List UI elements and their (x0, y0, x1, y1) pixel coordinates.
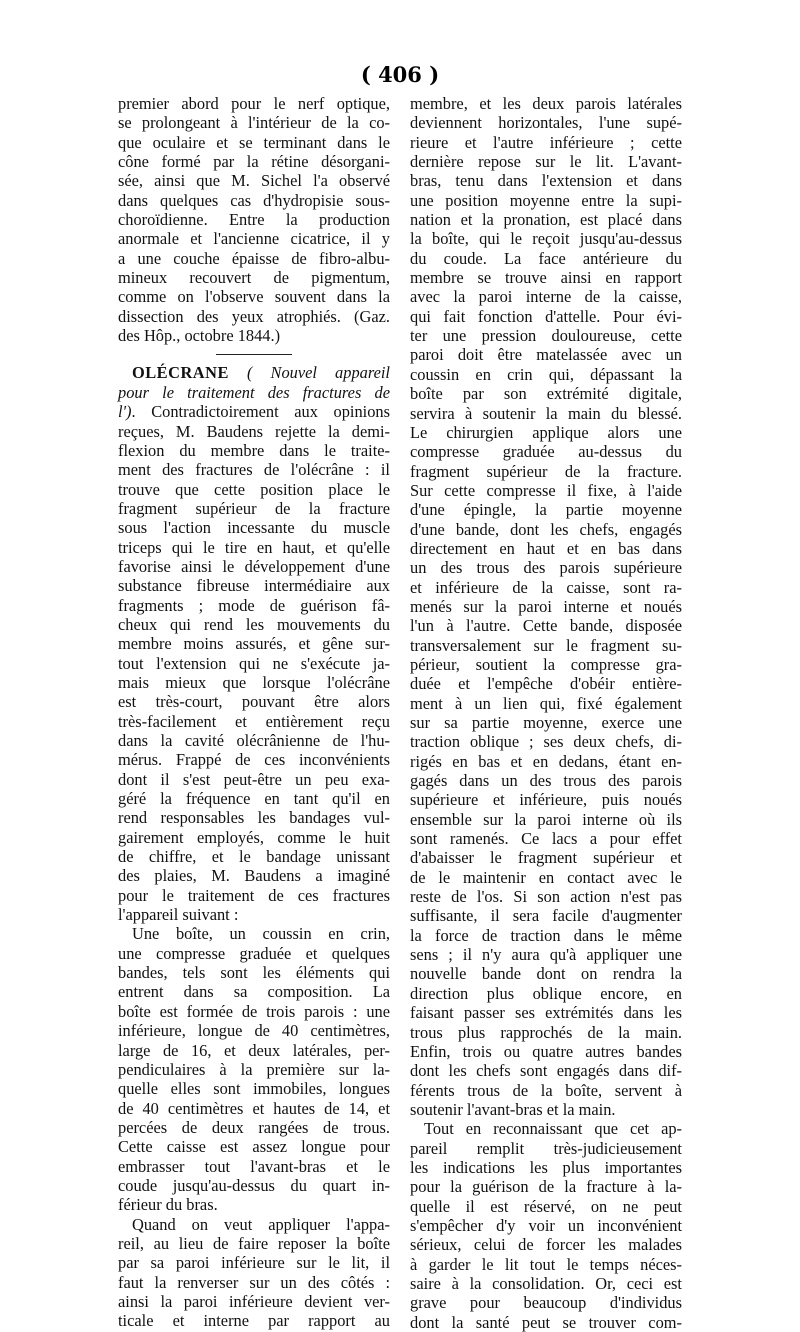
text-line: servira à soutenir la main du blessé. (410, 403, 682, 423)
text-line: sont ramenés. Ce lacs a pour effet (410, 829, 682, 849)
section-subtitle-line (118, 383, 390, 402)
text-line: ment des fractures de l'olécrâne : il (118, 460, 390, 480)
text-line: pour le traitement de ces fractures (118, 885, 390, 905)
text-line: se prolongeant à l'intérieur de la co- (118, 113, 390, 133)
text-line: premier abord pour le nerf optique, (118, 94, 390, 113)
text-line: comme on l'observe souvent dans la (118, 287, 390, 307)
text-line: s'empêcher d'y voir un inconvénient (410, 1215, 682, 1235)
text-line: dont il s'est peut-être un peu exa- (118, 769, 390, 789)
text-line: traction oblique ; ses deux chefs, di- (410, 732, 682, 752)
page-number: ( 406 ) (360, 62, 440, 87)
text-line: de chiffre, et le bandage unissant (118, 847, 390, 867)
text-line: coussin en crin qui, dépassant la (410, 364, 682, 384)
text-line: flexion du membre dans le traite- (118, 440, 390, 460)
text-line: menés sur la paroi interne et noués (410, 596, 682, 616)
text-line: Sur cette compresse il fixe, à l'aide (410, 480, 682, 500)
text-line: rigés en bas et en dedans, étant en- (410, 751, 682, 771)
text-line: des plaies, M. Baudens a imaginé (118, 866, 390, 886)
section-subtitle-cont: pour le traitement des fractures de (118, 382, 390, 402)
text-line: d'une bande, dont les chefs, engagés (410, 519, 682, 539)
text-line: pendiculaires à la première sur la- (118, 1059, 390, 1079)
text-line: cône formé par la rétine désorgani- (118, 152, 390, 172)
text-line: paroi doit être matelassée avec un (410, 345, 682, 365)
paragraph-apparatus (118, 924, 390, 1214)
text-line: l'un à l'autre. Cette bande, disposée (410, 616, 682, 636)
section-subtitle-line (118, 402, 390, 421)
text-line: quelle elles sont immobiles, longues (118, 1079, 390, 1099)
text-line: trous plus rapprochés de la main. (410, 1022, 682, 1042)
text-line: dernière repose sur le lit. L'avant- (410, 152, 682, 172)
section-divider (216, 354, 292, 355)
text-line: membre moins assurés, et gêne sur- (118, 634, 390, 654)
text-line: mérus. Frappé de ces inconvénients (118, 750, 390, 770)
text-line: de 40 centimètres et hautes de 14, et (118, 1098, 390, 1118)
text-line: mineux recouvert de pigmentum, (118, 268, 390, 288)
text-line: entrent dans sa composition. La (118, 982, 390, 1002)
text-line: dont les chefs sont engagés dans dif- (410, 1061, 682, 1081)
text-line: avec la paroi interne de la caisse, (410, 287, 682, 307)
text-line: par sa paroi inférieure sur le lit, il (118, 1253, 390, 1273)
text-line: triceps qui le tire en haut, et qu'elle (118, 537, 390, 557)
text-line: grave pour beaucoup d'individus (410, 1293, 682, 1313)
text-line: férieur du bras. (118, 1195, 218, 1215)
paragraph-critique (410, 1119, 682, 1332)
text-line: de le maintenir en contact avec le (410, 867, 682, 887)
paragraph-procedure (410, 94, 682, 1119)
text-line: ainsi la paroi inférieure devient ver- (118, 1291, 390, 1311)
text-line: Cette caisse est assez longue pour (118, 1137, 390, 1157)
text-line: est très-court, pouvant être alors (118, 692, 390, 712)
text-line: dans quelques cas d'hydropisie sous- (118, 190, 390, 210)
text-line: nouvelle bande dont on rendra la (410, 964, 682, 984)
text-line: faisant passer ses extrémités dans les (410, 1003, 682, 1023)
text-run: . Contradictoirement aux opinions (131, 402, 390, 422)
text-line: suffisante, il sera facile d'augmenter (410, 906, 682, 926)
text-line: reçues, M. Baudens rejette la demi- (118, 421, 390, 441)
text-line: bandes, tels sont les éléments qui (118, 963, 390, 983)
text-line: rieure et l'autre inférieure ; cette (410, 132, 682, 152)
text-line: ter une pression douloureuse, cette (410, 326, 682, 346)
text-line: deviennent horizontales, l'une supé- (410, 113, 682, 133)
text-line: fragments ; mode de guérison fâ- (118, 595, 390, 615)
text-line: embrasser tout l'avant-bras et le (118, 1156, 390, 1176)
text-line: sous l'action incessante du muscle (118, 518, 390, 538)
text-line: directement en haut et en bas dans (410, 538, 682, 558)
text-line: inférieure, longue de 40 centimètres, (118, 1021, 390, 1041)
text-line: dont la santé peut se trouver com- (410, 1312, 682, 1332)
text-line: quelle il est réservé, on ne peut (410, 1196, 682, 1216)
text-line: la boîte, qui le reçoit jusqu'au-dessus (410, 229, 682, 249)
text-line: boîte par son extrémité digitale, (410, 384, 682, 404)
text-line: sée, ainsi que M. Sichel l'a observé (118, 171, 390, 191)
text-line: trouve que cette position place le (118, 479, 390, 499)
text-line: coude jusqu'au-dessus du quart in- (118, 1175, 390, 1195)
section-subtitle: ( Nouvel appareil (228, 363, 390, 383)
text-line: sur sa partie moyenne, exerce une (410, 713, 682, 732)
text-line: d'une épingle, la partie moyenne (410, 500, 682, 520)
text-line: choroïdienne. Entre la production (118, 210, 390, 230)
text-line: soutenir l'avant-bras et la main. (410, 1099, 616, 1119)
section-heading-line (118, 363, 390, 382)
text-line: et inférieure de la caisse, sont ra- (410, 577, 682, 597)
text-line: duée et l'empêche d'obéir entière- (410, 674, 682, 694)
text-line: la force de traction dans le même (410, 925, 682, 945)
paragraph-application (118, 1215, 390, 1331)
text-line: gairement employés, comme le huit (118, 827, 390, 847)
text-line: fragment supérieur de la fracture (118, 498, 390, 518)
text-line: a une couche épaisse de fibro-albu- (118, 248, 390, 268)
text-line: reil, au lieu de faire reposer la boîte (118, 1233, 390, 1253)
text-line: Tout en reconnaissant que cet ap- (424, 1119, 682, 1139)
text-line: mais mieux que lorsque l'olécrâne (118, 672, 390, 692)
text-line: d'abaisser le fragment supérieur et (410, 848, 682, 868)
text-line: férents trous de la boîte, servent à (410, 1080, 682, 1100)
text-line: pareil remplit très-judicieusement (410, 1138, 682, 1158)
text-line: Le chirurgien applique alors une (410, 422, 682, 442)
text-line: substance fibreuse intermédiaire aux (118, 576, 390, 596)
section-subtitle-end: l') (118, 402, 132, 422)
section-heading: OLÉCRANE (132, 363, 229, 383)
text-line: très-facilement et entièrement reçu (118, 711, 390, 731)
text-line: ticale et interne par rapport au (118, 1311, 390, 1331)
text-line: ensemble sur la paroi interne où ils (410, 809, 682, 829)
text-line: transversalement sur le fragment su- (410, 635, 682, 655)
text-line: du coude. La face antérieure du (410, 248, 682, 268)
text-line: Enfin, trois ou quatre autres bandes (410, 1041, 682, 1061)
text-line: Quand on veut appliquer l'appa- (132, 1214, 390, 1234)
text-line: rend responsables les bandages vul- (118, 808, 390, 828)
right-column (410, 94, 682, 1332)
text-line: que oculaire et se terminant dans le (118, 132, 390, 152)
text-line: périeur, soutient la compresse gra- (410, 654, 682, 674)
text-line: favorise ainsi le développement d'une (118, 556, 390, 576)
text-line: Une boîte, un coussin en crin, (132, 924, 390, 944)
text-line: percées de deux rangées de trous. (118, 1117, 390, 1137)
text-line: des Hôp., octobre 1844.) (118, 326, 281, 346)
text-line: supérieure et inférieure, puis noués (410, 790, 682, 810)
text-line: cheux qui rend les mouvements du (118, 614, 390, 634)
text-line: dissection des yeux atrophiés. (Gaz. (118, 306, 390, 326)
text-line: une compresse graduée et quelques (118, 943, 390, 963)
text-line: bras, tenu dans l'extension et dans (410, 171, 682, 191)
text-line: anormale et l'ancienne cicatrice, il y (118, 229, 390, 249)
text-line: à garder le lit tout le temps néces- (410, 1254, 682, 1274)
text-line: compresse graduée au-dessus du (410, 442, 682, 462)
text-line: un des trous des parois supérieure (410, 558, 682, 578)
text-line: ment à un lien qui, fixé également (410, 693, 682, 713)
text-line: direction plus oblique encore, en (410, 983, 682, 1003)
text-line: l'appareil suivant : (118, 905, 239, 925)
text-line: reste de l'os. Si son action n'est pas (410, 887, 682, 907)
text-line: fragment supérieur de la fracture. (410, 461, 682, 481)
text-line: faut la renverser sur un des côtés : (118, 1272, 390, 1292)
text-line: sens ; il n'y aura qu'à appliquer une (410, 945, 682, 965)
text-line: saire à la consolidation. Or, ceci est (410, 1273, 682, 1293)
text-line: large de 16, et deux latérales, per- (118, 1040, 390, 1060)
paragraph-optic-nerve (118, 94, 390, 345)
text-line: membre, et les deux parois latérales (410, 94, 682, 113)
text-line: gagés dans un des trous des parois (410, 771, 682, 791)
text-line: qui fait fonction d'attelle. Pour évi- (410, 306, 682, 326)
text-line: dans la cavité olécrânienne de l'hu- (118, 731, 390, 750)
text-line: une position moyenne entre la supi- (410, 190, 682, 210)
left-column (118, 94, 390, 1331)
section-olecrane (118, 363, 390, 924)
text-line: nation et la pronation, est placé dans (410, 210, 682, 230)
text-line: membre se trouve ainsi en rapport (410, 268, 682, 288)
text-line: pour la guérison de la fracture à la- (410, 1177, 682, 1197)
text-line: sérieux, celui de forcer les malades (410, 1235, 682, 1255)
text-line: géré la fréquence en tant qu'il en (118, 789, 390, 809)
text-line: boîte est formée de trois parois : une (118, 1001, 390, 1021)
text-line: tout l'extension qui ne s'exécute ja- (118, 653, 390, 673)
text-line: les indications les plus importantes (410, 1157, 682, 1177)
